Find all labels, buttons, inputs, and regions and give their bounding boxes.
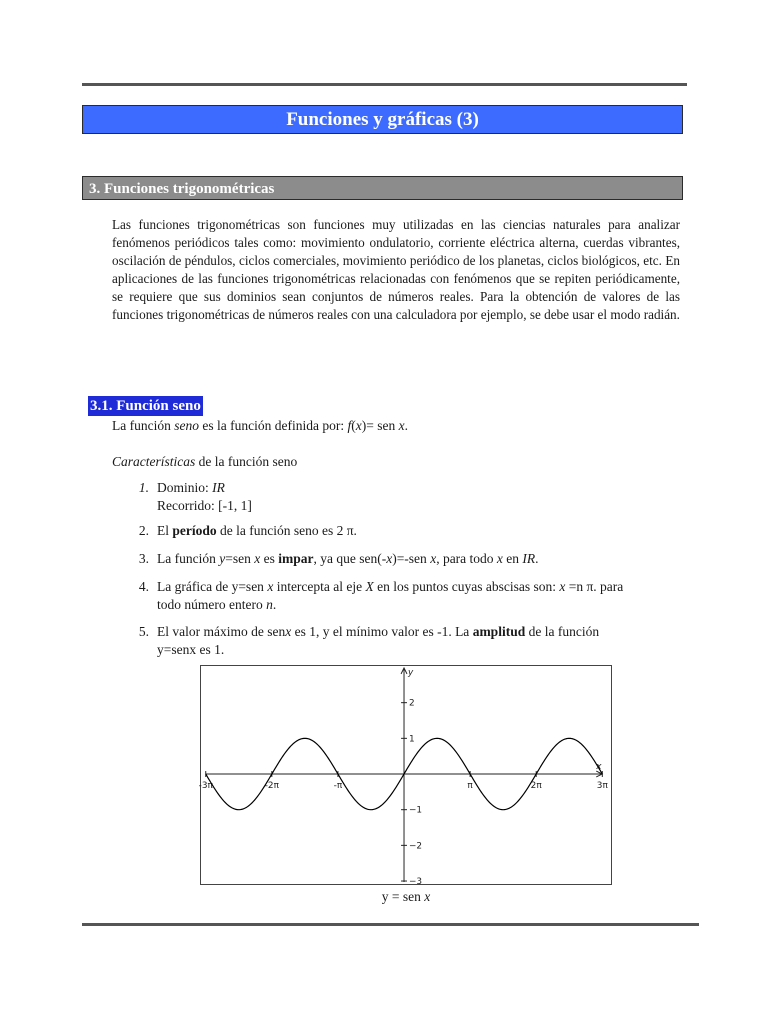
item-text: en los puntos cuyas abscisas son:	[373, 579, 560, 594]
definition-f: f	[347, 418, 352, 433]
y-tick-label: 2	[408, 698, 415, 709]
domain-label: Dominio:	[157, 480, 213, 495]
x-axis-label: x	[596, 762, 602, 773]
definition-x2: x	[398, 418, 405, 433]
x-tick-label: -3π	[198, 780, 213, 791]
item-text: es 1, y el mínimo valor es -1. La	[291, 624, 473, 639]
list-number: 1.	[138, 480, 149, 495]
domain-line	[157, 479, 684, 497]
list-number: 4.	[138, 579, 149, 594]
item-text: La función	[157, 551, 220, 566]
list-number: 5.	[138, 624, 149, 639]
item-line-1	[157, 578, 684, 596]
item-bold: período	[172, 523, 217, 538]
item-italic: x	[267, 579, 274, 594]
x-tick-label: π	[467, 780, 473, 791]
page-title: Funciones y gráficas (3)	[82, 105, 683, 134]
item-line-1	[157, 623, 684, 641]
item-text: en	[502, 551, 523, 566]
list-item-5	[135, 623, 695, 663]
item-bold: impar	[278, 551, 314, 566]
item-italic: x	[386, 551, 393, 566]
list-item-3	[135, 550, 695, 570]
item-text: intercepta al eje	[273, 579, 366, 594]
graph-caption	[200, 889, 612, 905]
item-italic: n	[266, 597, 273, 612]
item-text: .	[272, 597, 277, 612]
section-title: 3. Funciones trigonométricas	[82, 176, 683, 200]
bottom-rule	[82, 923, 699, 926]
y-tick-label: −3	[408, 877, 423, 887]
definition-line	[112, 417, 408, 435]
x-tick-label: 3π	[596, 780, 608, 791]
item-text: La gráfica de y=sen	[157, 579, 268, 594]
top-rule	[82, 83, 687, 86]
list-number: 2.	[138, 523, 149, 538]
subsection-title: 3.1. Función seno	[90, 398, 201, 414]
definition-paren-close: )	[361, 418, 367, 433]
item-text: es	[260, 551, 279, 566]
definition-middle: es la función definida por:	[198, 418, 348, 433]
list-item-4	[135, 578, 695, 618]
characteristics-line	[112, 453, 297, 471]
item-line-2	[157, 596, 684, 614]
y-tick-label: −2	[408, 841, 423, 852]
y-axis-label: y	[407, 667, 414, 678]
item-italic: IR	[522, 551, 536, 566]
definition-end: .	[404, 418, 408, 433]
item-text: .	[535, 551, 539, 566]
item-italic: x	[559, 579, 566, 594]
definition-eq: = sen	[366, 418, 399, 433]
characteristics-rest: de la función seno	[195, 454, 298, 469]
item-italic: x	[285, 624, 292, 639]
range-line: Recorrido: [-1, 1]	[157, 498, 252, 513]
item-text: de la función seno es 2 π.	[216, 523, 357, 538]
item-text: de la función	[525, 624, 600, 639]
item-italic: x	[254, 551, 261, 566]
sine-graph	[200, 665, 612, 885]
item-text: todo número entero	[157, 597, 267, 612]
item-text: El valor máximo de sen	[157, 624, 286, 639]
x-tick-label: -2π	[264, 780, 279, 791]
item-italic: x	[430, 551, 437, 566]
y-tick-label: −1	[408, 805, 423, 816]
item-italic: y	[219, 551, 226, 566]
item-text: El	[157, 523, 173, 538]
domain-value: IR	[212, 480, 225, 495]
intro-paragraph: Las funciones trigonométricas son funciones muy utilizadas en las ciencias naturales para analizar fenómenos periódicos tales como: movimiento ondulatorio, corriente eléctrica alterna, cuerdas vibrantes, oscilación de péndulos, ciclos comerciales, movimiento periódico de los planetas, ciclos biológicos, etc. En aplicaciones de las funciones trigonométricas relacionadas con fenómenos que se repiten periódicamente, se requiere que sus dominios sean conjuntos de números reales. Para la obtención de valores de las funciones trigonométricas de números reales con una calculadora por ejemplo, se debe usar el modo radián.	[112, 217, 680, 322]
x-tick-label: 2π	[530, 780, 542, 791]
item-text: , ya que sen(-	[313, 551, 387, 566]
y-tick-label: 1	[408, 734, 415, 745]
sine-graph-svg	[198, 666, 611, 887]
definition-term: seno	[174, 418, 199, 433]
definition-paren-open: (	[351, 418, 356, 433]
definition-prefix: La función	[112, 418, 175, 433]
definition-x: x	[355, 418, 362, 433]
caption-italic: x	[424, 889, 431, 904]
item-italic: x	[496, 551, 503, 566]
characteristics-label: Características	[112, 454, 196, 469]
item-bold: amplitud	[472, 624, 526, 639]
item-text: =n π. para	[565, 579, 624, 594]
item-text: , para todo	[436, 551, 497, 566]
list-number: 3.	[138, 551, 149, 566]
item-text: )=-sen	[392, 551, 431, 566]
list-item-1	[135, 479, 695, 519]
caption-text: y = sen	[381, 889, 425, 904]
x-tick-label: -π	[333, 780, 343, 791]
list-item-2	[135, 522, 695, 542]
item-line-2: y=senx es 1.	[157, 642, 225, 657]
item-italic: X	[365, 579, 374, 594]
item-text: =sen	[225, 551, 255, 566]
